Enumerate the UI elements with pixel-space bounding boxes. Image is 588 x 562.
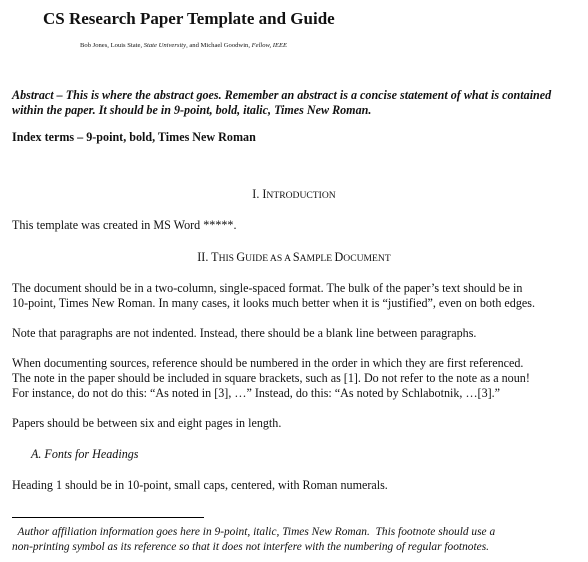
body-paragraph-length: Papers should be between six and eight pages in length. [12, 416, 282, 430]
author-names-2: , and Michael Goodwin, [186, 42, 252, 49]
author-affiliation: State University [143, 42, 187, 49]
index-terms: Index terms – 9-point, bold, Times New Roman [12, 130, 256, 144]
intro-paragraph: This template was created in MS Word *****. [12, 218, 237, 232]
author-line [80, 42, 287, 49]
heading-smallcaps: HIS [218, 253, 237, 264]
body-paragraph-format-line-2: 10-point, Times New Roman. In many cases, it looks much better when it is “justified”, even on both edges. [12, 296, 535, 310]
heading-letter: D [334, 250, 344, 264]
body-paragraph-format-line-1: The document should be in a two-column, single-spaced format. The bulk of the paper’s text should be in [12, 281, 523, 295]
heading-smallcaps: OCUMENT [343, 253, 391, 264]
heading-letter: I [262, 187, 267, 201]
section-number: II. [197, 250, 212, 264]
body-paragraph-references-line-2: The note in the paper should be included in square brackets, such as [1]. Do not refer to the note as a noun! [12, 371, 530, 385]
body-paragraph-indent: Note that paragraphs are not indented. Instead, there should be a blank line between paragraphs. [12, 326, 477, 340]
author-names: Bob Jones, Louis State, [80, 42, 144, 49]
section-number: I. [252, 187, 263, 201]
heading-letter: G [236, 250, 246, 264]
body-paragraph-references-line-1: When documenting sources, reference should be numbered in the order in which they are first referenced. [12, 356, 524, 370]
heading-letter: S [292, 250, 300, 264]
heading-smallcaps: AMPLE [299, 253, 335, 264]
footnote-line-2: non-printing symbol as its reference so that it does not interfere with the numbering of regular footnotes. [12, 541, 489, 553]
subsection-heading-fonts: A. Fonts for Headings [31, 447, 139, 461]
heading-smallcaps: UIDE AS A [245, 253, 293, 264]
heading-smallcaps: NTRODUCTION [266, 190, 336, 201]
body-paragraph-references-line-3: For instance, do not do this: “As noted in [3], …” Instead, do this: “As noted by Schlabotnik, …[3].” [12, 386, 501, 400]
paper-title: CS Research Paper Template and Guide [43, 9, 335, 28]
author-title: Fellow, IEEE [251, 42, 288, 49]
footnote-line-1: Author affiliation information goes here in 9-point, italic, Times New Roman. This footnote should use a [12, 526, 496, 538]
footnote-separator [12, 517, 204, 518]
heading-letter: T [211, 250, 219, 264]
section-heading-introduction [0, 187, 588, 202]
body-paragraph-heading1: Heading 1 should be in 10-point, small caps, centered, with Roman numerals. [12, 478, 388, 492]
abstract-line-2: within the paper. It should be in 9-point, bold, italic, Times New Roman. [12, 103, 372, 117]
abstract-line-1: Abstract – This is where the abstract goes. Remember an abstract is a concise statement of what is contained [12, 88, 552, 102]
section-heading-guide [0, 250, 588, 265]
